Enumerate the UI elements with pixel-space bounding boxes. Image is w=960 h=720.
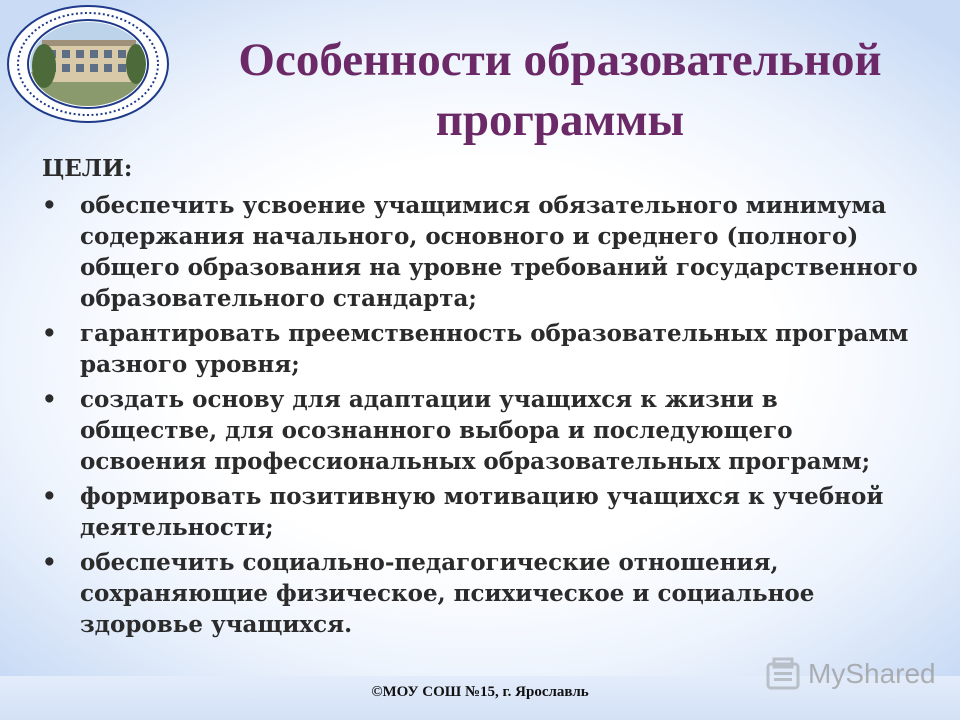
goal-text: обеспечить усвоение учащимися обязательного минимума содержания начального, основного и среднего (полного) общего образования на уровне требований государственного образовательного стандарта;	[80, 192, 918, 312]
goal-text: обеспечить социально-педагогические отношения, сохраняющие физическое, психическое и социальное здоровье учащихся.	[80, 549, 815, 638]
school-emblem-icon	[4, 4, 172, 124]
bullet-icon: •	[42, 386, 57, 413]
list-item	[42, 318, 922, 380]
slide-content	[42, 152, 922, 640]
goals-list	[42, 190, 922, 640]
list-item	[42, 190, 922, 314]
goal-text: формировать позитивную мотивацию учащихся к учебной деятельности;	[80, 483, 884, 541]
watermark-text: MyShared	[808, 658, 936, 689]
bullet-icon: •	[42, 320, 57, 347]
bullet-icon: •	[42, 549, 57, 576]
bullet-icon: •	[42, 192, 57, 219]
footer-text: ©МОУ СОШ №15, г. Ярославль	[371, 684, 589, 700]
goal-text: создать основу для адаптации учащихся к жизни в обществе, для осознанного выбора и последующего освоения профессиональных образовательных программ;	[80, 386, 871, 475]
list-item	[42, 547, 922, 640]
section-heading: ЦЕЛИ:	[42, 155, 133, 182]
bullet-icon: •	[42, 483, 57, 510]
list-item	[42, 481, 922, 543]
list-item	[42, 384, 922, 477]
slide-title: Особенности образовательной программы	[238, 34, 882, 146]
goal-text: гарантировать преемственность образовательных программ разного уровня;	[80, 320, 909, 378]
